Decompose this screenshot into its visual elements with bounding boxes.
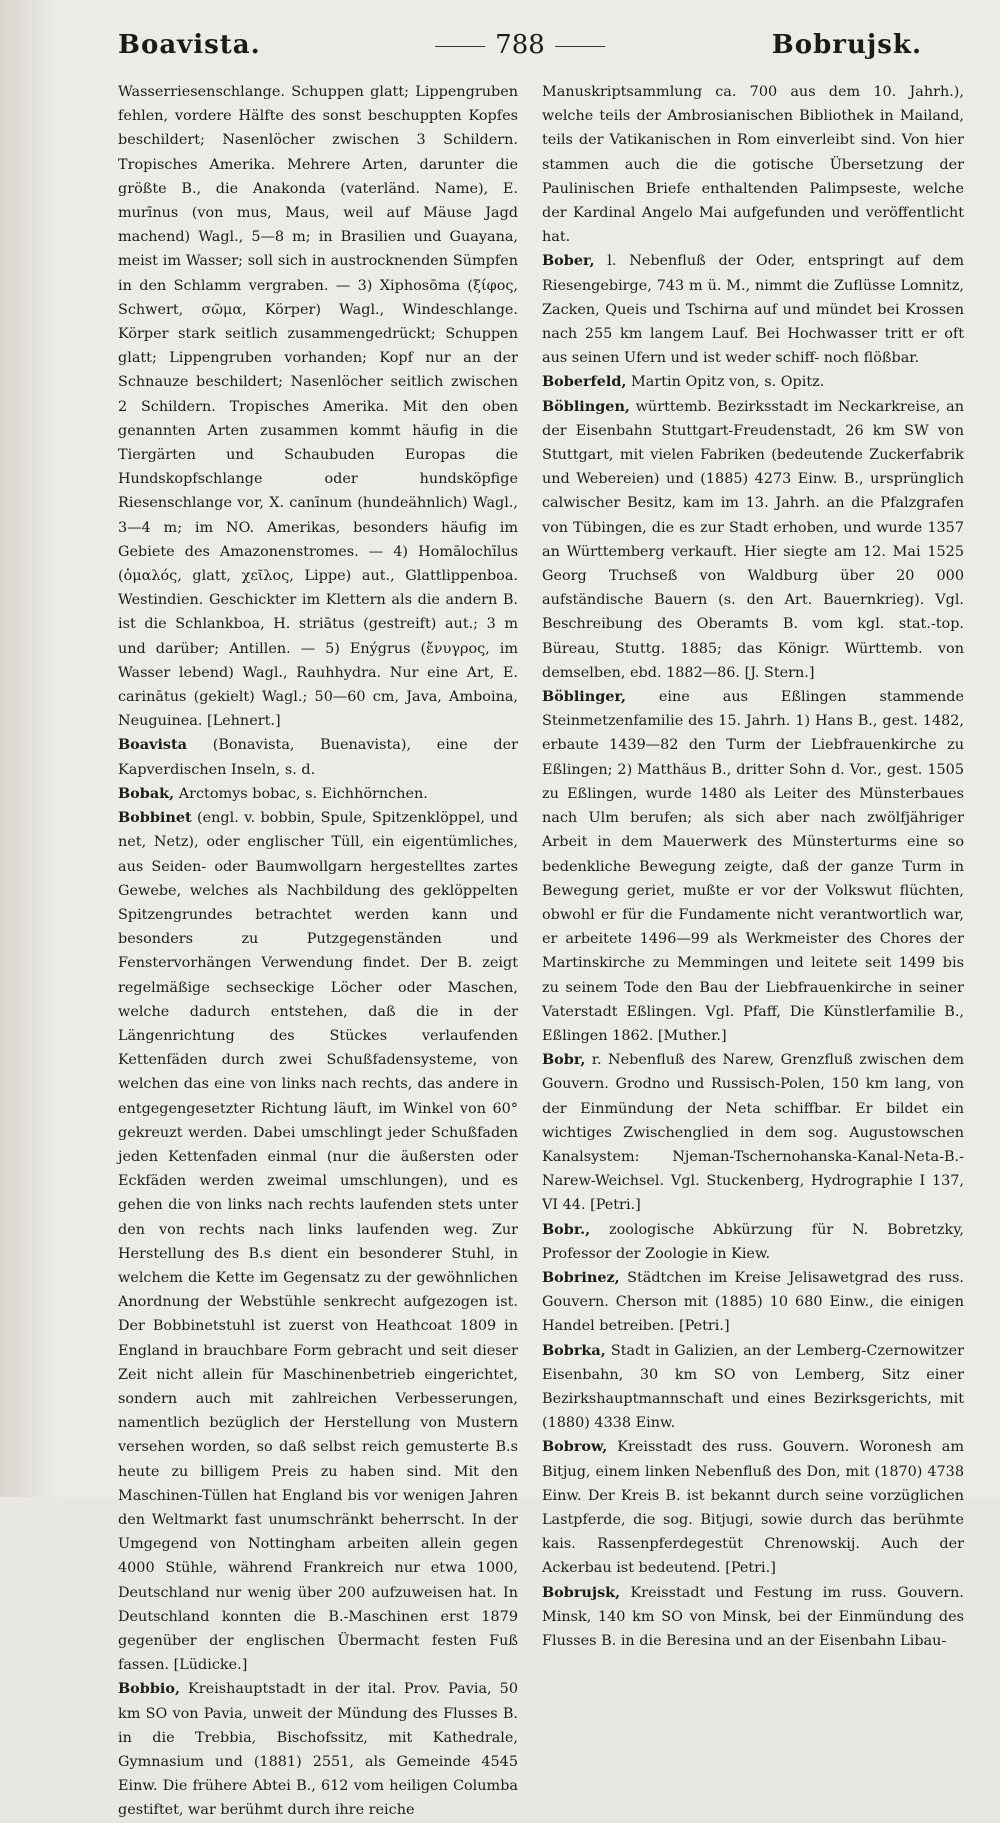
entry-boberfeld: Boberfeld, Martin Opitz von, s. Opitz. [542, 373, 825, 391]
entry-bobr: Bobr, r. Nebenfluß des Narew, Grenzfluß zwischen dem Gouvern. Grodno und Russisch-Polen, 150 km lang, von der Einmündung der Neta schiffbar. Er bildet ein wichtiges Zwischenglied in dem sog. Augustowschen Kanalsystem: Njeman-Tschernohanska-Kanal-Neta-B.-Narew-Weichsel. Vgl. Stuckenberg, Hydrographie I 137, VI 44. [Petri.] [542, 1051, 964, 1214]
page-binding-shadow [0, 0, 60, 1497]
left-column [118, 80, 518, 1823]
entry-boavista: Boavista (Bonavista, Buenavista), eine der Kapverdischen Inseln, s. d. [118, 736, 518, 778]
header-dash-right [555, 46, 605, 47]
entry-bober: Bober, l. Nebenfluß der Oder, entspringt auf dem Riesengebirge, 743 m ü. M., nimmt die Zuflüsse Lomnitz, Zacken, Queis und Tschirna auf und mündet bei Krossen nach 255 km langem Lauf. Bei Hochwasser tritt er oft aus seinen Ufern und ist weder schiff- noch flößbar. [542, 252, 964, 367]
entry-bobrka: Bobrka, Stadt in Galizien, an der Lemberg-Czernowitzer Eisenbahn, 30 km SO von Lemberg, Sitz einer Bezirkshauptmannschaft und eines Bezirksgerichts, mit (1880) 4338 Einw. [542, 1341, 964, 1432]
entry-headword: Bobrow, [542, 1438, 608, 1456]
entry-headword: Bober, [542, 252, 595, 270]
right-column [542, 80, 964, 1653]
entry-headword: Bobak, [118, 784, 175, 802]
page-number-text: 788 [495, 30, 545, 60]
entry-headword: Bobbinet [118, 809, 192, 827]
entry-bobak: Bobak, Arctomys bobac, s. Eichhörnchen. [118, 784, 428, 802]
entry-bobbio-continued: Manuskriptsammlung ca. 700 aus dem 10. Jahrh.), welche teils der Ambrosianischen Bibliothek in Mailand, teils der Vatikanischen in Rom einverleibt sind. Von hier stammen auch die die gotische Übersetzung der Paulinischen Briefe enthaltenden Palimpseste, welche der Kardinal Angelo Mai aufgefunden und veröffentlicht hat. [542, 84, 964, 246]
header-left-keyword: Boavista. [118, 30, 261, 60]
entry-boeblingen: Böblingen, württemb. Bezirksstadt im Neckarkreise, an der Eisenbahn Stuttgart-Freudenstadt, 26 km SW von Stuttgart, mit vielen Fabriken (bedeutende Zuckerfabrik und Webereien) und (1885) 4273 Einw. B., ursprünglich calwischer Besitz, kam im 13. Jahrh. an die Pfalzgrafen von Tübingen, die es zur Stadt erhoben, und wurde 1357 an Württemberg verkauft. Hier siegte am 12. Mai 1525 Georg Truchseß von Waldburg über 20 000 aufständische Bauern (s. den Art. Bauernkrieg). Vgl. Beschreibung des Oberamts B. vom kgl. stat.-top. Büreau, Stuttg. 1885; das Königr. Württemb. von demselben, ebd. 1882—86. [J. Stern.] [542, 397, 964, 681]
entry-headword: Bobrinez, [542, 1268, 620, 1286]
entry-headword: Bobrujsk, [542, 1583, 621, 1601]
entry-boeblinger: Böblinger, eine aus Eßlingen stammende Steinmetzenfamilie des 15. Jahrh. 1) Hans B., gest. 1482, erbaute 1439—82 den Turm der Liebfrauenkirche zu Eßlingen; 2) Matthäus B., dritter Sohn d. Vor., gest. 1505 zu Eßlingen, wurde 1480 als Leiter des Münsterbaues nach Ulm berufen; als sich aber nach zwölfjähriger Arbeit in dem Mauerwerk des Münsterturms eine so bedenkliche Bewegung zeigte, daß der ganze Turm in Bewegung geriet, mußte er vor der Volkswut flüchten, obwohl er für die Fundamente nicht verantwortlich war, er arbeitete 1496—99 als Werkmeister des Chores der Martinskirche zu Memmingen und leitete seit 1499 bis zu seinem Tode den Bau der Liebfrauenkirche in seiner Vaterstadt Eßlingen. Vgl. Pfaff, Die Künstlerfamilie B., Eßlingen 1862. [Muther.] [542, 688, 964, 1044]
entry-bobrow: Bobrow, Kreisstadt des russ. Gouvern. Woronesh am Bitjug, einem linken Nebenfluß des Don, mit (1870) 4738 Einw. Der Kreis B. ist bekannt durch seine vorzüglichen Lastpferde, die sog. Bitjugi, sowie durch das berühmte kais. Rassenpferdegestüt Chrenowskij. Auch der Ackerbau ist bedeutend. [Petri.] [542, 1438, 964, 1577]
entry-bobrujsk: Bobrujsk, Kreisstadt und Festung im russ. Gouvern. Minsk, 140 km SO von Minsk, bei der Einmündung des Flusses B. in die Beresina und an der Eisenbahn Libau- [542, 1583, 964, 1649]
page-header [118, 30, 922, 70]
entry-headword: Böblingen, [542, 397, 630, 415]
entry-wasserriesenschlange: Wasserriesenschlange. Schuppen glatt; Lippengruben fehlen, vordere Hälfte des sonst beschuppten Kopfes beschildert; Nasenlöcher zwischen 3 Schildern. Tropisches Amerika. Mehrere Arten, darunter die größte B., die Anakonda (vaterländ. Name), E. murīnus (von mus, Maus, weil auf Mäuse Jagd machend) Wagl., 5—8 m; in Brasilien und Guayana, meist im Wasser; soll sich in austrocknenden Sümpfen in den Schlamm vergraben. — 3) Xiphosōma (ξίφος, Schwert, σῶμα, Körper) Wagl., Windeschlange. Körper stark seitlich zusammengedrückt; Schuppen glatt; Lippengruben vorhanden; Kopf nur an der Schnauze beschildert; Nasenlöcher seitlich zwischen 2 Schildern. Tropisches Amerika. Mit den oben genannten Arten zusammen kommt häufig in die Tiergärten und Schaubuden Europas die Hundskopfschlange oder hundsköpfige Riesenschlange vor, X. canīnum (hundeähnlich) Wagl., 3—4 m; im NO. Amerikas, besonders häufig im Gebiete des Amazonenstromes. — 4) Homālochīlus (ὁμαλός, glatt, χεῖλος, Lippe) aut., Glattlippenboa. Westindien. Geschickter im Klettern als die andern B. ist die Schlankboa, H. striātus (gestreift) aut.; 3 m und darüber; Antillen. — 5) Enýgrus (ἔνυγρος, im Wasser lebend) Wagl., Rauhhydra. Nur eine Art, E. carinātus (gekielt) Wagl.; 50—60 cm, Java, Amboina, Neuguinea. [Lehnert.] [118, 84, 518, 730]
entry-headword: Bobrka, [542, 1341, 606, 1359]
column-divider [530, 80, 531, 1402]
entry-bobr-abbrev: Bobr., zoologische Abkürzung für N. Bobretzky, Professor der Zoologie in Kiew. [542, 1220, 964, 1262]
entry-headword: Bobr, [542, 1051, 586, 1069]
entry-headword: Bobr., [542, 1220, 591, 1238]
header-dash-left [435, 46, 485, 47]
page-number [425, 30, 615, 60]
entry-headword: Böblinger, [542, 688, 626, 706]
header-right-keyword: Bobrujsk. [771, 30, 922, 60]
entry-headword: Boberfeld, [542, 373, 627, 391]
entry-headword: Bobbio, [118, 1680, 180, 1698]
entry-bobrinez: Bobrinez, Städtchen im Kreise Jelisawetgrad des russ. Gouvern. Cherson mit (1885) 10 680 Einw., die einigen Handel betreiben. [Petri.] [542, 1268, 964, 1335]
entry-bobbinet: Bobbinet (engl. v. bobbin, Spule, Spitzenklöppel, und net, Netz), oder englischer Tüll, ein eigentümliches, aus Seiden- oder Baumwollgarn hergestelltes zartes Gewebe, welches als Nachbildung des geklöppelten Spitzengrundes betrachtet werden kann und besonders zu Putzgegenständen und Fenstervorhängen Verwendung findet. Der B. zeigt regelmäßige sechseckige Löcher oder Maschen, welche dadurch entstehen, daß die in der Längenrichtung des Stückes verlaufenden Kettenfäden durch zwei Schußfadensysteme, von welchen das eine von links nach rechts, das andere in entgegengesetzter Richtung läuft, im Winkel von 60° gekreuzt werden. Dabei umschlingt jeder Schußfaden jeden Kettenfaden einmal (nur die äußersten oder Eckfäden werden zweimal umschlungen), und es gehen die von links nach rechts laufenden stets unter den von rechts nach links laufenden weg. Zur Herstellung des B.s dient ein besonderer Stuhl, in welchem die Kette im Gegensatz zu der gewöhnlichen Anordnung der Webstühle senkrecht aufgezogen ist. Der Bobbinetstuhl ist zuerst von Heathcoat 1809 in England in brauchbare Form gebracht und seit dieser Zeit nicht allein für Maschinenbetrieb eingerichtet, sondern auch mit zahlreichen Verbesserungen, namentlich bezüglich der Herstellung von Mustern versehen worden, so daß selbst reich gemusterte B.s heute zu billigem Preis zu haben sind. Mit den Maschinen-Tüllen hat England bis vor wenigen Jahren den Weltmarkt fast unumschränkt beherrscht. In der Umgegend von Nottingham arbeiten allein gegen 4000 Stühle, während Frankreich nur etwa 1000, Deutschland nur wenig über 200 aufzuweisen hat. In Deutschland konnten die B.-Maschinen erst 1879 gegenüber der englischen Übermacht festen Fuß fassen. [Lüdicke.] [118, 809, 518, 1674]
entry-bobbio: Bobbio, Kreishauptstadt in der ital. Prov. Pavia, 50 km SO von Pavia, unweit der Mündung des Flusses B. in die Trebbia, Bischofssitz, mit Kathedrale, Gymnasium und (1881) 2551, als Gemeinde 4545 Einw. Die frühere Abtei B., 612 vom heiligen Columba gestiftet, war berühmt durch ihre reiche [118, 1680, 518, 1819]
entry-headword: Boavista [118, 736, 187, 754]
